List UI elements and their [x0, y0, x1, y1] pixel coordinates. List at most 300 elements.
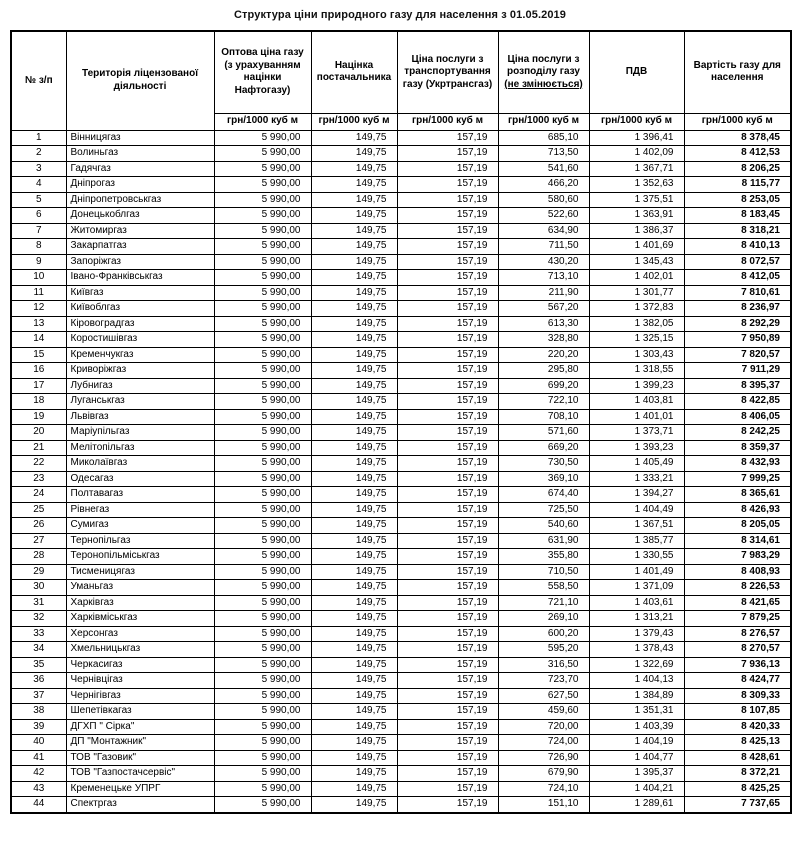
cell-distribution-price: 726,90 [498, 750, 589, 766]
cell-territory: Полтавагаз [66, 487, 214, 503]
cell-total-price: 8 432,93 [684, 456, 791, 472]
cell-wholesale-price: 5 990,00 [214, 239, 311, 255]
cell-vat: 1 405,49 [589, 456, 684, 472]
cell-supplier-markup: 149,75 [311, 130, 397, 146]
cell-total-price: 8 359,37 [684, 440, 791, 456]
cell-transport-price: 157,19 [397, 487, 498, 503]
header-total-price: Вартість газу для населення [684, 31, 791, 113]
cell-supplier-markup: 149,75 [311, 456, 397, 472]
cell-wholesale-price: 5 990,00 [214, 316, 311, 332]
cell-supplier-markup: 149,75 [311, 580, 397, 596]
cell-distribution-price: 669,20 [498, 440, 589, 456]
cell-vat: 1 372,83 [589, 301, 684, 317]
unit-total: грн/1000 куб м [684, 113, 791, 130]
cell-number: 39 [11, 719, 66, 735]
cell-transport-price: 157,19 [397, 735, 498, 751]
cell-territory: Київгаз [66, 285, 214, 301]
cell-vat: 1 351,31 [589, 704, 684, 720]
cell-wholesale-price: 5 990,00 [214, 208, 311, 224]
cell-transport-price: 157,19 [397, 533, 498, 549]
cell-territory: Одесагаз [66, 471, 214, 487]
cell-transport-price: 157,19 [397, 564, 498, 580]
cell-supplier-markup: 149,75 [311, 781, 397, 797]
cell-transport-price: 157,19 [397, 657, 498, 673]
cell-number: 42 [11, 766, 66, 782]
cell-vat: 1 375,51 [589, 192, 684, 208]
cell-territory: Кременчукгаз [66, 347, 214, 363]
cell-vat: 1 399,23 [589, 378, 684, 394]
table-row [11, 673, 791, 689]
cell-distribution-price: 713,50 [498, 146, 589, 162]
cell-wholesale-price: 5 990,00 [214, 750, 311, 766]
cell-transport-price: 157,19 [397, 347, 498, 363]
cell-total-price: 8 428,61 [684, 750, 791, 766]
cell-wholesale-price: 5 990,00 [214, 673, 311, 689]
cell-distribution-price: 720,00 [498, 719, 589, 735]
table-row [11, 735, 791, 751]
cell-distribution-price: 708,10 [498, 409, 589, 425]
cell-territory: Гадячгаз [66, 161, 214, 177]
cell-total-price: 8 314,61 [684, 533, 791, 549]
cell-vat: 1 403,81 [589, 394, 684, 410]
table-row [11, 626, 791, 642]
cell-wholesale-price: 5 990,00 [214, 719, 311, 735]
cell-distribution-price: 211,90 [498, 285, 589, 301]
cell-number: 21 [11, 440, 66, 456]
cell-total-price: 7 737,65 [684, 797, 791, 813]
cell-transport-price: 157,19 [397, 316, 498, 332]
cell-territory: Житомиргаз [66, 223, 214, 239]
cell-transport-price: 157,19 [397, 766, 498, 782]
cell-total-price: 8 378,45 [684, 130, 791, 146]
cell-territory: Рівнегаз [66, 502, 214, 518]
cell-territory: Шепетівкагаз [66, 704, 214, 720]
cell-number: 8 [11, 239, 66, 255]
cell-transport-price: 157,19 [397, 239, 498, 255]
cell-total-price: 8 421,65 [684, 595, 791, 611]
cell-number: 30 [11, 580, 66, 596]
cell-territory: Спектргаз [66, 797, 214, 813]
cell-distribution-price: 627,50 [498, 688, 589, 704]
cell-vat: 1 371,09 [589, 580, 684, 596]
cell-vat: 1 303,43 [589, 347, 684, 363]
cell-total-price: 7 999,25 [684, 471, 791, 487]
cell-wholesale-price: 5 990,00 [214, 781, 311, 797]
cell-total-price: 8 205,05 [684, 518, 791, 534]
cell-supplier-markup: 149,75 [311, 502, 397, 518]
cell-distribution-price: 295,80 [498, 363, 589, 379]
cell-vat: 1 363,91 [589, 208, 684, 224]
cell-territory: Тернопільгаз [66, 533, 214, 549]
cell-total-price: 7 820,57 [684, 347, 791, 363]
cell-total-price: 8 253,05 [684, 192, 791, 208]
table-row [11, 688, 791, 704]
cell-number: 27 [11, 533, 66, 549]
cell-number: 33 [11, 626, 66, 642]
cell-distribution-price: 685,10 [498, 130, 589, 146]
cell-distribution-price: 595,20 [498, 642, 589, 658]
cell-number: 24 [11, 487, 66, 503]
cell-distribution-price: 711,50 [498, 239, 589, 255]
cell-vat: 1 401,49 [589, 564, 684, 580]
cell-number: 20 [11, 425, 66, 441]
cell-territory: ТОВ "Газовик" [66, 750, 214, 766]
cell-distribution-price: 679,90 [498, 766, 589, 782]
cell-total-price: 8 422,85 [684, 394, 791, 410]
cell-vat: 1 404,21 [589, 781, 684, 797]
unit-wholesale: грн/1000 куб м [214, 113, 311, 130]
cell-vat: 1 382,05 [589, 316, 684, 332]
cell-wholesale-price: 5 990,00 [214, 301, 311, 317]
cell-vat: 1 404,77 [589, 750, 684, 766]
cell-territory: Харківміськгаз [66, 611, 214, 627]
cell-supplier-markup: 149,75 [311, 564, 397, 580]
cell-vat: 1 333,21 [589, 471, 684, 487]
cell-vat: 1 396,41 [589, 130, 684, 146]
cell-territory: Хмельницькгаз [66, 642, 214, 658]
cell-supplier-markup: 149,75 [311, 549, 397, 565]
cell-number: 19 [11, 409, 66, 425]
cell-number: 15 [11, 347, 66, 363]
cell-transport-price: 157,19 [397, 409, 498, 425]
cell-total-price: 8 107,85 [684, 704, 791, 720]
cell-distribution-price: 724,10 [498, 781, 589, 797]
cell-wholesale-price: 5 990,00 [214, 130, 311, 146]
cell-wholesale-price: 5 990,00 [214, 471, 311, 487]
cell-wholesale-price: 5 990,00 [214, 409, 311, 425]
cell-supplier-markup: 149,75 [311, 642, 397, 658]
cell-number: 12 [11, 301, 66, 317]
cell-vat: 1 402,09 [589, 146, 684, 162]
cell-territory: Київоблгаз [66, 301, 214, 317]
cell-wholesale-price: 5 990,00 [214, 456, 311, 472]
cell-total-price: 7 950,89 [684, 332, 791, 348]
cell-supplier-markup: 149,75 [311, 750, 397, 766]
cell-territory: Лубнигаз [66, 378, 214, 394]
cell-transport-price: 157,19 [397, 177, 498, 193]
cell-number: 40 [11, 735, 66, 751]
table-row [11, 502, 791, 518]
cell-transport-price: 157,19 [397, 626, 498, 642]
table-row [11, 316, 791, 332]
cell-wholesale-price: 5 990,00 [214, 254, 311, 270]
cell-wholesale-price: 5 990,00 [214, 657, 311, 673]
cell-vat: 1 325,15 [589, 332, 684, 348]
table-row [11, 595, 791, 611]
cell-wholesale-price: 5 990,00 [214, 161, 311, 177]
cell-transport-price: 157,19 [397, 425, 498, 441]
cell-distribution-price: 355,80 [498, 549, 589, 565]
cell-distribution-price: 540,60 [498, 518, 589, 534]
cell-supplier-markup: 149,75 [311, 487, 397, 503]
header-distribution-price-note: (не змінюється) [504, 78, 583, 90]
cell-supplier-markup: 149,75 [311, 688, 397, 704]
table-row [11, 781, 791, 797]
cell-territory: Кременецьке УПРГ [66, 781, 214, 797]
cell-distribution-price: 699,20 [498, 378, 589, 394]
cell-transport-price: 157,19 [397, 363, 498, 379]
cell-supplier-markup: 149,75 [311, 394, 397, 410]
cell-distribution-price: 725,50 [498, 502, 589, 518]
cell-vat: 1 403,39 [589, 719, 684, 735]
table-row [11, 549, 791, 565]
cell-vat: 1 395,37 [589, 766, 684, 782]
header-supplier-markup: Націнка постачальника [311, 31, 397, 113]
header-territory: Територія ліцензованої діяльності [66, 31, 214, 130]
cell-territory: Дніпропетровськгаз [66, 192, 214, 208]
cell-distribution-price: 522,60 [498, 208, 589, 224]
cell-wholesale-price: 5 990,00 [214, 378, 311, 394]
header-transport-price: Ціна послуги з транспортування газу (Укртрансгаз) [397, 31, 498, 113]
cell-supplier-markup: 149,75 [311, 704, 397, 720]
table-row [11, 332, 791, 348]
cell-wholesale-price: 5 990,00 [214, 285, 311, 301]
cell-number: 10 [11, 270, 66, 286]
table-row [11, 130, 791, 146]
cell-distribution-price: 721,10 [498, 595, 589, 611]
cell-vat: 1 330,55 [589, 549, 684, 565]
cell-number: 3 [11, 161, 66, 177]
cell-number: 6 [11, 208, 66, 224]
cell-vat: 1 301,77 [589, 285, 684, 301]
cell-number: 34 [11, 642, 66, 658]
cell-number: 23 [11, 471, 66, 487]
cell-supplier-markup: 149,75 [311, 378, 397, 394]
cell-territory: Тисменицягаз [66, 564, 214, 580]
cell-total-price: 8 270,57 [684, 642, 791, 658]
cell-wholesale-price: 5 990,00 [214, 192, 311, 208]
cell-supplier-markup: 149,75 [311, 735, 397, 751]
cell-territory: Криворіжгаз [66, 363, 214, 379]
cell-territory: Харківгаз [66, 595, 214, 611]
cell-supplier-markup: 149,75 [311, 192, 397, 208]
cell-territory: Вінницягаз [66, 130, 214, 146]
cell-number: 4 [11, 177, 66, 193]
cell-number: 2 [11, 146, 66, 162]
page-title: Структура ціни природного газу для населення з 01.05.2019 [234, 9, 566, 21]
cell-total-price: 8 365,61 [684, 487, 791, 503]
cell-supplier-markup: 149,75 [311, 363, 397, 379]
cell-distribution-price: 369,10 [498, 471, 589, 487]
unit-vat: грн/1000 куб м [589, 113, 684, 130]
cell-distribution-price: 674,40 [498, 487, 589, 503]
cell-territory: Донецькоблгаз [66, 208, 214, 224]
cell-territory: ДП "Монтажник" [66, 735, 214, 751]
cell-total-price: 7 810,61 [684, 285, 791, 301]
cell-number: 22 [11, 456, 66, 472]
cell-territory: Коростишівгаз [66, 332, 214, 348]
header-distribution-price [498, 31, 589, 113]
table-row [11, 797, 791, 813]
cell-wholesale-price: 5 990,00 [214, 735, 311, 751]
cell-transport-price: 157,19 [397, 440, 498, 456]
cell-number: 32 [11, 611, 66, 627]
cell-supplier-markup: 149,75 [311, 223, 397, 239]
cell-supplier-markup: 149,75 [311, 208, 397, 224]
table-row [11, 394, 791, 410]
cell-supplier-markup: 149,75 [311, 657, 397, 673]
cell-territory: Луганськгаз [66, 394, 214, 410]
cell-wholesale-price: 5 990,00 [214, 595, 311, 611]
cell-distribution-price: 713,10 [498, 270, 589, 286]
cell-wholesale-price: 5 990,00 [214, 642, 311, 658]
cell-vat: 1 373,71 [589, 425, 684, 441]
cell-territory: Львівгаз [66, 409, 214, 425]
cell-wholesale-price: 5 990,00 [214, 580, 311, 596]
cell-territory: Дніпрогаз [66, 177, 214, 193]
cell-territory: Кіровоградгаз [66, 316, 214, 332]
cell-total-price: 8 420,33 [684, 719, 791, 735]
table-row [11, 192, 791, 208]
cell-number: 18 [11, 394, 66, 410]
cell-wholesale-price: 5 990,00 [214, 332, 311, 348]
cell-supplier-markup: 149,75 [311, 626, 397, 642]
cell-transport-price: 157,19 [397, 208, 498, 224]
table-row [11, 425, 791, 441]
table-row [11, 347, 791, 363]
cell-distribution-price: 723,70 [498, 673, 589, 689]
cell-transport-price: 157,19 [397, 688, 498, 704]
cell-wholesale-price: 5 990,00 [214, 363, 311, 379]
cell-wholesale-price: 5 990,00 [214, 347, 311, 363]
cell-total-price: 8 395,37 [684, 378, 791, 394]
cell-vat: 1 322,69 [589, 657, 684, 673]
cell-transport-price: 157,19 [397, 719, 498, 735]
cell-total-price: 8 426,93 [684, 502, 791, 518]
cell-vat: 1 384,89 [589, 688, 684, 704]
cell-number: 41 [11, 750, 66, 766]
cell-number: 44 [11, 797, 66, 813]
cell-total-price: 8 410,13 [684, 239, 791, 255]
cell-total-price: 8 372,21 [684, 766, 791, 782]
header-number: № з/п [11, 31, 66, 130]
table-row [11, 750, 791, 766]
cell-wholesale-price: 5 990,00 [214, 626, 311, 642]
cell-transport-price: 157,19 [397, 394, 498, 410]
cell-supplier-markup: 149,75 [311, 440, 397, 456]
cell-number: 7 [11, 223, 66, 239]
cell-territory: Волиньгаз [66, 146, 214, 162]
cell-wholesale-price: 5 990,00 [214, 611, 311, 627]
cell-wholesale-price: 5 990,00 [214, 440, 311, 456]
cell-number: 43 [11, 781, 66, 797]
cell-territory: Херсонгаз [66, 626, 214, 642]
unit-markup: грн/1000 куб м [311, 113, 397, 130]
cell-number: 1 [11, 130, 66, 146]
cell-number: 17 [11, 378, 66, 394]
cell-number: 28 [11, 549, 66, 565]
cell-number: 35 [11, 657, 66, 673]
table-row [11, 471, 791, 487]
cell-total-price: 8 242,25 [684, 425, 791, 441]
cell-transport-price: 157,19 [397, 223, 498, 239]
cell-territory: Чернігівгаз [66, 688, 214, 704]
cell-territory: Запоріжгаз [66, 254, 214, 270]
cell-distribution-price: 571,60 [498, 425, 589, 441]
cell-transport-price: 157,19 [397, 146, 498, 162]
cell-transport-price: 157,19 [397, 301, 498, 317]
table-row [11, 378, 791, 394]
cell-territory: Теронопільміськгаз [66, 549, 214, 565]
cell-total-price: 8 424,77 [684, 673, 791, 689]
cell-distribution-price: 730,50 [498, 456, 589, 472]
gas-price-table [10, 30, 792, 814]
cell-distribution-price: 151,10 [498, 797, 589, 813]
cell-supplier-markup: 149,75 [311, 177, 397, 193]
header-row [11, 31, 791, 113]
cell-transport-price: 157,19 [397, 254, 498, 270]
cell-total-price: 8 406,05 [684, 409, 791, 425]
cell-territory: ДГХП " Сірка" [66, 719, 214, 735]
table-header [11, 31, 791, 130]
cell-total-price: 8 412,53 [684, 146, 791, 162]
cell-total-price: 8 206,25 [684, 161, 791, 177]
cell-total-price: 8 072,57 [684, 254, 791, 270]
cell-supplier-markup: 149,75 [311, 316, 397, 332]
cell-vat: 1 378,43 [589, 642, 684, 658]
cell-total-price: 8 318,21 [684, 223, 791, 239]
cell-distribution-price: 567,20 [498, 301, 589, 317]
cell-wholesale-price: 5 990,00 [214, 425, 311, 441]
cell-transport-price: 157,19 [397, 270, 498, 286]
cell-supplier-markup: 149,75 [311, 518, 397, 534]
cell-number: 38 [11, 704, 66, 720]
cell-vat: 1 313,21 [589, 611, 684, 627]
cell-vat: 1 379,43 [589, 626, 684, 642]
table-row [11, 270, 791, 286]
table-row [11, 611, 791, 627]
cell-vat: 1 289,61 [589, 797, 684, 813]
cell-total-price: 8 276,57 [684, 626, 791, 642]
cell-total-price: 7 879,25 [684, 611, 791, 627]
cell-number: 29 [11, 564, 66, 580]
cell-wholesale-price: 5 990,00 [214, 688, 311, 704]
cell-vat: 1 401,01 [589, 409, 684, 425]
cell-transport-price: 157,19 [397, 750, 498, 766]
cell-transport-price: 157,19 [397, 580, 498, 596]
cell-vat: 1 403,61 [589, 595, 684, 611]
cell-transport-price: 157,19 [397, 285, 498, 301]
cell-number: 37 [11, 688, 66, 704]
cell-distribution-price: 541,60 [498, 161, 589, 177]
cell-number: 36 [11, 673, 66, 689]
cell-vat: 1 402,01 [589, 270, 684, 286]
table-row [11, 704, 791, 720]
cell-transport-price: 157,19 [397, 595, 498, 611]
cell-territory: Миколаївгаз [66, 456, 214, 472]
cell-total-price: 8 412,05 [684, 270, 791, 286]
cell-distribution-price: 722,10 [498, 394, 589, 410]
cell-distribution-price: 328,80 [498, 332, 589, 348]
cell-wholesale-price: 5 990,00 [214, 797, 311, 813]
cell-wholesale-price: 5 990,00 [214, 533, 311, 549]
cell-total-price: 8 292,29 [684, 316, 791, 332]
cell-supplier-markup: 149,75 [311, 409, 397, 425]
cell-wholesale-price: 5 990,00 [214, 564, 311, 580]
cell-distribution-price: 220,20 [498, 347, 589, 363]
header-distribution-price-label: Ціна послуги з розподілу газу [507, 53, 580, 77]
cell-distribution-price: 724,00 [498, 735, 589, 751]
unit-transport: грн/1000 куб м [397, 113, 498, 130]
cell-transport-price: 157,19 [397, 549, 498, 565]
table-row [11, 642, 791, 658]
table-body [11, 130, 791, 813]
cell-territory: Маріупільгаз [66, 425, 214, 441]
cell-wholesale-price: 5 990,00 [214, 518, 311, 534]
table-row [11, 766, 791, 782]
cell-total-price: 8 183,45 [684, 208, 791, 224]
table-row [11, 533, 791, 549]
